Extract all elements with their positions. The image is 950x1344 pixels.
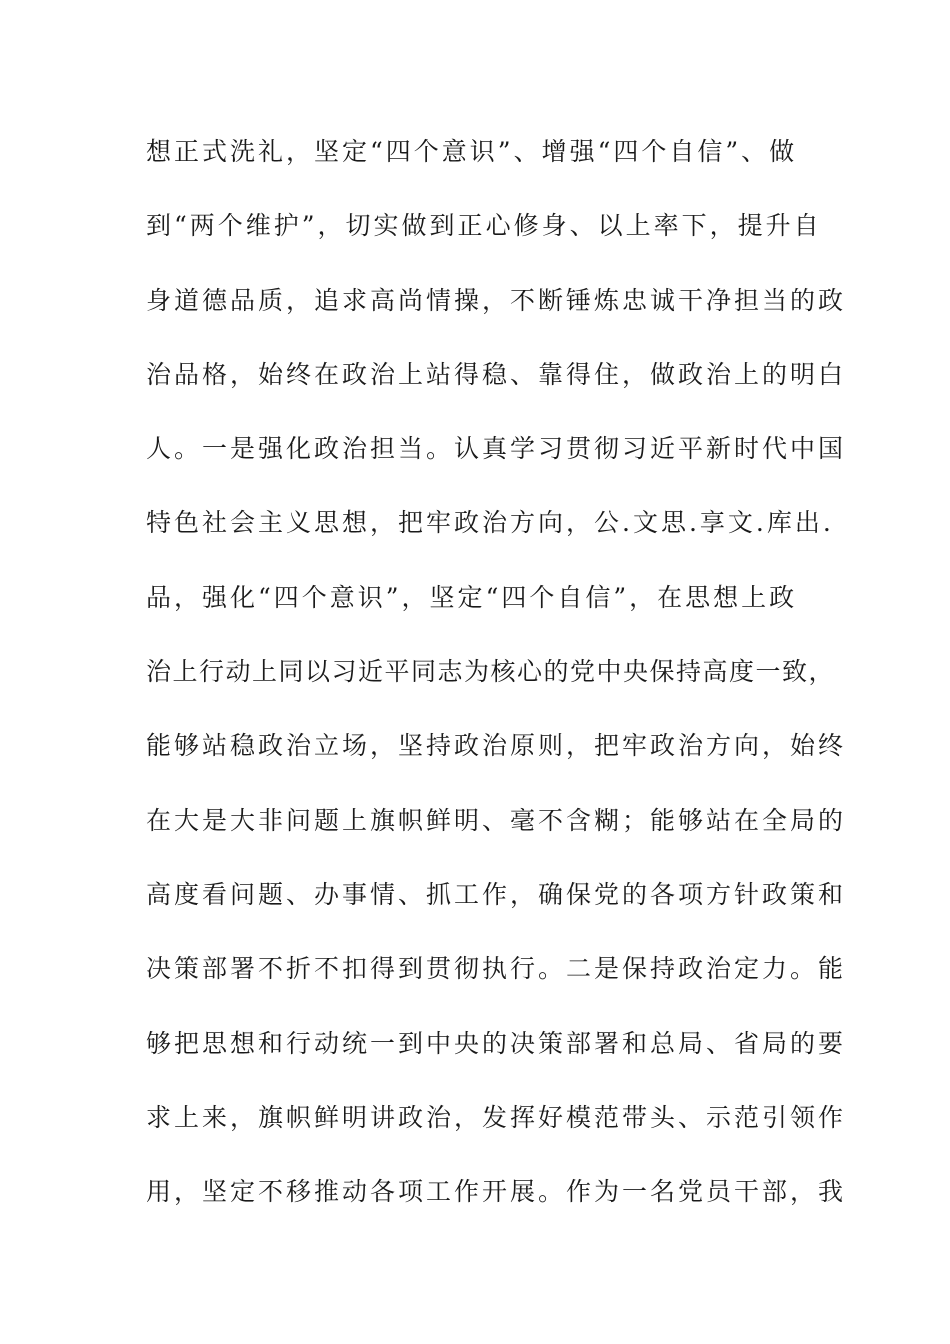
text-line-14: 求上来，旗帜鲜明讲政治，发挥好模范带头、示范引领作	[146, 1102, 847, 1132]
text-line-4: 治品格，始终在政治上站得稳、靠得住，做政治上的明白	[146, 359, 847, 389]
text-line-5: 人。一是强化政治担当。认真学习贯彻习近平新时代中国	[146, 434, 847, 464]
text-line-11: 高度看问题、办事情、抓工作，确保党的各项方针政策和	[146, 879, 847, 909]
text-line-9: 能够站稳政治立场，坚持政治原则，把牢政治方向，始终	[146, 731, 847, 761]
text-line-10: 在大是大非问题上旗帜鲜明、毫不含糊；能够站在全局的	[146, 805, 847, 835]
text-line-12: 决策部署不折不扣得到贯彻执行。二是保持政治定力。能	[146, 954, 847, 984]
text-line-1: 想正式洗礼，坚定“四个意识”、增强“四个自信”、做	[146, 137, 798, 166]
text-line-7: 品，强化“四个意识”，坚定“四个自信”，在思想上政	[146, 582, 798, 612]
text-line-8: 治上行动上同以习近平同志为核心的党中央保持高度一致，	[146, 657, 836, 687]
body-text	[146, 128, 847, 1242]
text-line-3: 身道德品质，追求高尚情操，不断锤炼忠诚干净担当的政	[146, 285, 847, 315]
text-line-13: 够把思想和行动统一到中央的决策部署和总局、省局的要	[146, 1028, 847, 1058]
text-line-6: 特色社会主义思想，把牢政治方向，公.文思.享文.库出.	[146, 508, 834, 538]
text-line-2: 到“两个维护”，切实做到正心修身、以上率下，提升自	[146, 211, 822, 241]
text-line-15: 用，坚定不移推动各项工作开展。作为一名党员干部，我	[146, 1177, 847, 1207]
